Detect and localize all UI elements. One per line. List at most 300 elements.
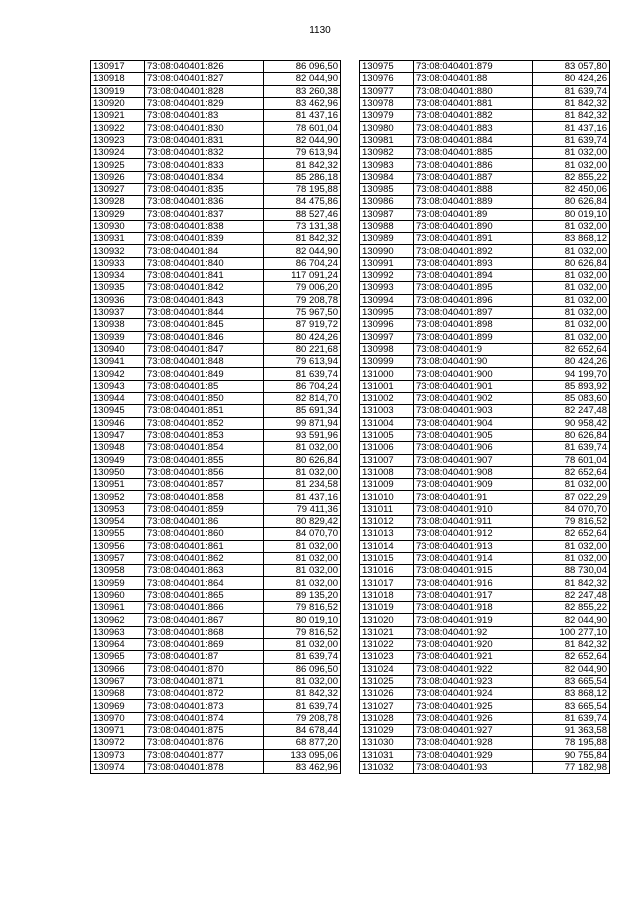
cadastral-number-cell: 73:08:040401:864: [145, 577, 264, 589]
row-number-cell: 130993: [360, 282, 414, 294]
table-row: [360, 626, 610, 638]
value-cell: 81 032,00: [533, 319, 610, 331]
row-number-cell: 131003: [360, 405, 414, 417]
table-row: [91, 159, 341, 171]
table-row: [360, 183, 610, 195]
cadastral-number-cell: 73:08:040401:871: [145, 675, 264, 687]
table-row: [91, 540, 341, 552]
cadastral-number-cell: 73:08:040401:88: [414, 73, 533, 85]
cadastral-number-cell: 73:08:040401:837: [145, 208, 264, 220]
table-row: [91, 61, 341, 73]
cadastral-number-cell: 73:08:040401:882: [414, 110, 533, 122]
table-row: [360, 725, 610, 737]
cadastral-number-cell: 73:08:040401:870: [145, 663, 264, 675]
table-row: [360, 233, 610, 245]
row-number-cell: 131002: [360, 393, 414, 405]
cadastral-number-cell: 73:08:040401:858: [145, 491, 264, 503]
row-number-cell: 130950: [91, 466, 145, 478]
table-row: [91, 528, 341, 540]
value-cell: 81 842,32: [533, 97, 610, 109]
cadastral-number-cell: 73:08:040401:885: [414, 147, 533, 159]
table-row: [91, 73, 341, 85]
value-cell: 81 032,00: [264, 577, 341, 589]
table-row: [91, 134, 341, 146]
row-number-cell: 130921: [91, 110, 145, 122]
value-cell: 79 208,78: [264, 712, 341, 724]
value-cell: 81 032,00: [533, 294, 610, 306]
value-cell: 80 424,26: [264, 331, 341, 343]
cadastral-number-cell: 73:08:040401:850: [145, 393, 264, 405]
row-number-cell: 130987: [360, 208, 414, 220]
value-cell: 81 639,74: [533, 442, 610, 454]
cadastral-number-cell: 73:08:040401:898: [414, 319, 533, 331]
row-number-cell: 130965: [91, 651, 145, 663]
row-number-cell: 131023: [360, 651, 414, 663]
value-cell: 117 091,24: [264, 270, 341, 282]
cadastral-number-cell: 73:08:040401:859: [145, 503, 264, 515]
table-row: [91, 700, 341, 712]
value-cell: 82 652,64: [533, 343, 610, 355]
table-row: [91, 196, 341, 208]
cadastral-number-cell: 73:08:040401:829: [145, 97, 264, 109]
cadastral-number-cell: 73:08:040401:895: [414, 282, 533, 294]
row-number-cell: 130937: [91, 306, 145, 318]
row-number-cell: 130955: [91, 528, 145, 540]
value-cell: 80 626,84: [533, 196, 610, 208]
cadastral-number-cell: 73:08:040401:842: [145, 282, 264, 294]
value-cell: 82 855,22: [533, 602, 610, 614]
value-cell: 81 032,00: [264, 552, 341, 564]
table-row: [360, 245, 610, 257]
table-row: [91, 110, 341, 122]
cadastral-number-cell: 73:08:040401:840: [145, 257, 264, 269]
table-row: [91, 380, 341, 392]
row-number-cell: 130978: [360, 97, 414, 109]
row-number-cell: 131007: [360, 454, 414, 466]
value-cell: 87 919,72: [264, 319, 341, 331]
row-number-cell: 130942: [91, 368, 145, 380]
value-cell: 79 411,36: [264, 503, 341, 515]
row-number-cell: 130998: [360, 343, 414, 355]
row-number-cell: 130959: [91, 577, 145, 589]
table-row: [360, 159, 610, 171]
cadastral-number-cell: 73:08:040401:913: [414, 540, 533, 552]
row-number-cell: 131013: [360, 528, 414, 540]
table-row: [91, 97, 341, 109]
row-number-cell: 130999: [360, 356, 414, 368]
value-cell: 83 260,38: [264, 85, 341, 97]
row-number-cell: 130940: [91, 343, 145, 355]
table-row: [91, 638, 341, 650]
value-cell: 81 842,32: [533, 638, 610, 650]
row-number-cell: 131027: [360, 700, 414, 712]
row-number-cell: 130964: [91, 638, 145, 650]
table-row: [91, 577, 341, 589]
row-number-cell: 130943: [91, 380, 145, 392]
value-cell: 81 639,74: [533, 85, 610, 97]
cadastral-number-cell: 73:08:040401:916: [414, 577, 533, 589]
value-cell: 80 424,26: [533, 356, 610, 368]
row-number-cell: 131029: [360, 725, 414, 737]
value-cell: 81 032,00: [264, 675, 341, 687]
row-number-cell: 130930: [91, 220, 145, 232]
row-number-cell: 130985: [360, 183, 414, 195]
value-cell: 80 019,10: [264, 614, 341, 626]
cadastral-number-cell: 73:08:040401:904: [414, 417, 533, 429]
row-number-cell: 130941: [91, 356, 145, 368]
row-number-cell: 131019: [360, 602, 414, 614]
value-cell: 80 829,42: [264, 515, 341, 527]
table-row: [91, 417, 341, 429]
row-number-cell: 130931: [91, 233, 145, 245]
cadastral-number-cell: 73:08:040401:836: [145, 196, 264, 208]
row-number-cell: 130995: [360, 306, 414, 318]
value-cell: 84 475,86: [264, 196, 341, 208]
table-row: [360, 614, 610, 626]
value-cell: 81 842,32: [264, 159, 341, 171]
value-cell: 81 032,00: [264, 466, 341, 478]
cadastral-number-cell: 73:08:040401:926: [414, 712, 533, 724]
row-number-cell: 130952: [91, 491, 145, 503]
value-cell: 81 032,00: [264, 565, 341, 577]
row-number-cell: 130951: [91, 479, 145, 491]
value-cell: 80 626,84: [264, 454, 341, 466]
value-cell: 82 044,90: [264, 245, 341, 257]
table-row: [360, 257, 610, 269]
table-row: [91, 663, 341, 675]
table-row: [360, 552, 610, 564]
row-number-cell: 130932: [91, 245, 145, 257]
table-row: [91, 171, 341, 183]
value-cell: 80 424,26: [533, 73, 610, 85]
table-row: [360, 491, 610, 503]
row-number-cell: 130984: [360, 171, 414, 183]
table-row: [91, 749, 341, 761]
cadastral-number-cell: 73:08:040401:896: [414, 294, 533, 306]
table-row: [91, 675, 341, 687]
cadastral-number-cell: 73:08:040401:879: [414, 61, 533, 73]
cadastral-number-cell: 73:08:040401:93: [414, 761, 533, 773]
table-row: [91, 233, 341, 245]
value-cell: 81 032,00: [533, 220, 610, 232]
table-row: [91, 393, 341, 405]
row-number-cell: 131011: [360, 503, 414, 515]
row-number-cell: 130957: [91, 552, 145, 564]
cadastral-number-cell: 73:08:040401:87: [145, 651, 264, 663]
cadastral-number-cell: 73:08:040401:828: [145, 85, 264, 97]
row-number-cell: 131006: [360, 442, 414, 454]
table-row: [91, 306, 341, 318]
row-number-cell: 130974: [91, 761, 145, 773]
row-number-cell: 130989: [360, 233, 414, 245]
row-number-cell: 131014: [360, 540, 414, 552]
cadastral-number-cell: 73:08:040401:866: [145, 602, 264, 614]
table-row: [360, 565, 610, 577]
table-row: [360, 417, 610, 429]
table-row: [360, 638, 610, 650]
value-cell: 82 044,90: [533, 614, 610, 626]
value-cell: 81 032,00: [533, 159, 610, 171]
cadastral-number-cell: 73:08:040401:907: [414, 454, 533, 466]
table-row: [360, 147, 610, 159]
row-number-cell: 131024: [360, 663, 414, 675]
cadastral-number-cell: 73:08:040401:9: [414, 343, 533, 355]
value-cell: 83 868,12: [533, 233, 610, 245]
cadastral-number-cell: 73:08:040401:826: [145, 61, 264, 73]
cadastral-number-cell: 73:08:040401:901: [414, 380, 533, 392]
cadastral-number-cell: 73:08:040401:865: [145, 589, 264, 601]
value-cell: 77 182,98: [533, 761, 610, 773]
row-number-cell: 131010: [360, 491, 414, 503]
value-cell: 85 691,34: [264, 405, 341, 417]
row-number-cell: 131028: [360, 712, 414, 724]
value-cell: 80 019,10: [533, 208, 610, 220]
value-cell: 80 221,68: [264, 343, 341, 355]
table-row: [91, 294, 341, 306]
value-cell: 83 665,54: [533, 700, 610, 712]
cadastral-number-cell: 73:08:040401:927: [414, 725, 533, 737]
table-row: [360, 442, 610, 454]
value-cell: 93 591,96: [264, 429, 341, 441]
value-cell: 82 652,64: [533, 528, 610, 540]
table-row: [91, 515, 341, 527]
table-row: [360, 577, 610, 589]
value-cell: 79 816,52: [533, 515, 610, 527]
table-row: [91, 688, 341, 700]
table-row: [360, 663, 610, 675]
table-row: [360, 110, 610, 122]
value-cell: 99 871,94: [264, 417, 341, 429]
cadastral-number-cell: 73:08:040401:875: [145, 725, 264, 737]
value-cell: 81 842,32: [533, 577, 610, 589]
row-number-cell: 130954: [91, 515, 145, 527]
row-number-cell: 130920: [91, 97, 145, 109]
cadastral-number-cell: 73:08:040401:856: [145, 466, 264, 478]
row-number-cell: 131008: [360, 466, 414, 478]
cadastral-number-cell: 73:08:040401:906: [414, 442, 533, 454]
table-row: [91, 737, 341, 749]
row-number-cell: 130956: [91, 540, 145, 552]
cadastral-number-cell: 73:08:040401:878: [145, 761, 264, 773]
cadastral-number-cell: 73:08:040401:839: [145, 233, 264, 245]
value-cell: 90 755,84: [533, 749, 610, 761]
cadastral-number-cell: 73:08:040401:830: [145, 122, 264, 134]
right-table: [359, 60, 610, 774]
value-cell: 80 626,84: [533, 257, 610, 269]
row-number-cell: 130977: [360, 85, 414, 97]
table-row: [360, 651, 610, 663]
row-number-cell: 131018: [360, 589, 414, 601]
row-number-cell: 130918: [91, 73, 145, 85]
row-number-cell: 130948: [91, 442, 145, 454]
row-number-cell: 130997: [360, 331, 414, 343]
table-row: [360, 368, 610, 380]
table-row: [360, 343, 610, 355]
cadastral-number-cell: 73:08:040401:886: [414, 159, 533, 171]
value-cell: 88 730,04: [533, 565, 610, 577]
cadastral-number-cell: 73:08:040401:863: [145, 565, 264, 577]
cadastral-number-cell: 73:08:040401:920: [414, 638, 533, 650]
row-number-cell: 131025: [360, 675, 414, 687]
value-cell: 89 135,20: [264, 589, 341, 601]
value-cell: 82 652,64: [533, 651, 610, 663]
row-number-cell: 130945: [91, 405, 145, 417]
cadastral-number-cell: 73:08:040401:893: [414, 257, 533, 269]
left-table: [90, 60, 341, 774]
cadastral-number-cell: 73:08:040401:921: [414, 651, 533, 663]
table-row: [91, 589, 341, 601]
value-cell: 81 639,74: [264, 651, 341, 663]
row-number-cell: 130919: [91, 85, 145, 97]
row-number-cell: 131017: [360, 577, 414, 589]
cadastral-number-cell: 73:08:040401:894: [414, 270, 533, 282]
value-cell: 82 247,48: [533, 589, 610, 601]
value-cell: 133 095,06: [264, 749, 341, 761]
value-cell: 86 704,24: [264, 257, 341, 269]
cadastral-number-cell: 73:08:040401:85: [145, 380, 264, 392]
table-row: [91, 356, 341, 368]
cadastral-number-cell: 73:08:040401:853: [145, 429, 264, 441]
cadastral-number-cell: 73:08:040401:900: [414, 368, 533, 380]
cadastral-number-cell: 73:08:040401:846: [145, 331, 264, 343]
cadastral-number-cell: 73:08:040401:852: [145, 417, 264, 429]
cadastral-number-cell: 73:08:040401:908: [414, 466, 533, 478]
table-row: [91, 183, 341, 195]
value-cell: 78 195,88: [533, 737, 610, 749]
table-row: [91, 368, 341, 380]
cadastral-number-cell: 73:08:040401:881: [414, 97, 533, 109]
value-cell: 83 057,80: [533, 61, 610, 73]
table-row: [91, 725, 341, 737]
cadastral-number-cell: 73:08:040401:827: [145, 73, 264, 85]
cadastral-number-cell: 73:08:040401:847: [145, 343, 264, 355]
table-row: [91, 405, 341, 417]
row-number-cell: 131020: [360, 614, 414, 626]
row-number-cell: 131005: [360, 429, 414, 441]
table-row: [360, 196, 610, 208]
row-number-cell: 130939: [91, 331, 145, 343]
row-number-cell: 130947: [91, 429, 145, 441]
page-number: 1130: [309, 25, 331, 36]
table-row: [91, 614, 341, 626]
row-number-cell: 130949: [91, 454, 145, 466]
row-number-cell: 130967: [91, 675, 145, 687]
cadastral-number-cell: 73:08:040401:832: [145, 147, 264, 159]
row-number-cell: 131030: [360, 737, 414, 749]
cadastral-number-cell: 73:08:040401:905: [414, 429, 533, 441]
cadastral-number-cell: 73:08:040401:92: [414, 626, 533, 638]
cadastral-number-cell: 73:08:040401:872: [145, 688, 264, 700]
cadastral-number-cell: 73:08:040401:874: [145, 712, 264, 724]
table-row: [91, 466, 341, 478]
table-row: [360, 319, 610, 331]
cadastral-number-cell: 73:08:040401:877: [145, 749, 264, 761]
value-cell: 78 601,04: [264, 122, 341, 134]
cadastral-number-cell: 73:08:040401:91: [414, 491, 533, 503]
cadastral-number-cell: 73:08:040401:867: [145, 614, 264, 626]
value-cell: 81 032,00: [264, 442, 341, 454]
table-row: [360, 602, 610, 614]
value-cell: 83 462,96: [264, 97, 341, 109]
table-row: [91, 85, 341, 97]
row-number-cell: 130996: [360, 319, 414, 331]
row-number-cell: 130933: [91, 257, 145, 269]
table-row: [91, 552, 341, 564]
table-row: [360, 429, 610, 441]
cadastral-number-cell: 73:08:040401:925: [414, 700, 533, 712]
cadastral-number-cell: 73:08:040401:889: [414, 196, 533, 208]
cadastral-number-cell: 73:08:040401:843: [145, 294, 264, 306]
value-cell: 85 893,92: [533, 380, 610, 392]
row-number-cell: 131001: [360, 380, 414, 392]
cadastral-number-cell: 73:08:040401:862: [145, 552, 264, 564]
row-number-cell: 130988: [360, 220, 414, 232]
cadastral-number-cell: 73:08:040401:919: [414, 614, 533, 626]
cadastral-number-cell: 73:08:040401:84: [145, 245, 264, 257]
table-row: [91, 122, 341, 134]
row-number-cell: 130924: [91, 147, 145, 159]
cadastral-number-cell: 73:08:040401:835: [145, 183, 264, 195]
table-row: [360, 737, 610, 749]
cadastral-number-cell: 73:08:040401:915: [414, 565, 533, 577]
value-cell: 81 842,32: [264, 233, 341, 245]
cadastral-number-cell: 73:08:040401:897: [414, 306, 533, 318]
row-number-cell: 131031: [360, 749, 414, 761]
value-cell: 85 083,60: [533, 393, 610, 405]
table-row: [91, 503, 341, 515]
value-cell: 81 032,00: [533, 331, 610, 343]
row-number-cell: 130970: [91, 712, 145, 724]
value-cell: 81 032,00: [533, 540, 610, 552]
table-row: [360, 454, 610, 466]
cadastral-number-cell: 73:08:040401:891: [414, 233, 533, 245]
row-number-cell: 131026: [360, 688, 414, 700]
cadastral-number-cell: 73:08:040401:899: [414, 331, 533, 343]
row-number-cell: 130976: [360, 73, 414, 85]
value-cell: 87 022,29: [533, 491, 610, 503]
table-row: [360, 479, 610, 491]
value-cell: 81 234,58: [264, 479, 341, 491]
value-cell: 91 363,58: [533, 725, 610, 737]
value-cell: 86 096,50: [264, 61, 341, 73]
value-cell: 88 527,46: [264, 208, 341, 220]
cadastral-number-cell: 73:08:040401:928: [414, 737, 533, 749]
cadastral-number-cell: 73:08:040401:855: [145, 454, 264, 466]
cadastral-number-cell: 73:08:040401:929: [414, 749, 533, 761]
table-row: [91, 565, 341, 577]
table-row: [91, 712, 341, 724]
table-row: [91, 761, 341, 773]
value-cell: 81 639,74: [264, 700, 341, 712]
cadastral-number-cell: 73:08:040401:880: [414, 85, 533, 97]
value-cell: 90 958,42: [533, 417, 610, 429]
value-cell: 78 195,88: [264, 183, 341, 195]
value-cell: 84 070,70: [533, 503, 610, 515]
value-cell: 78 601,04: [533, 454, 610, 466]
row-number-cell: 130936: [91, 294, 145, 306]
row-number-cell: 130925: [91, 159, 145, 171]
cadastral-number-cell: 73:08:040401:838: [145, 220, 264, 232]
cadastral-number-cell: 73:08:040401:869: [145, 638, 264, 650]
table-row: [91, 479, 341, 491]
value-cell: 81 842,32: [264, 688, 341, 700]
value-cell: 81 639,74: [264, 368, 341, 380]
cadastral-number-cell: 73:08:040401:883: [414, 122, 533, 134]
value-cell: 80 626,84: [533, 429, 610, 441]
value-cell: 100 277,10: [533, 626, 610, 638]
table-row: [91, 626, 341, 638]
value-cell: 81 032,00: [264, 638, 341, 650]
